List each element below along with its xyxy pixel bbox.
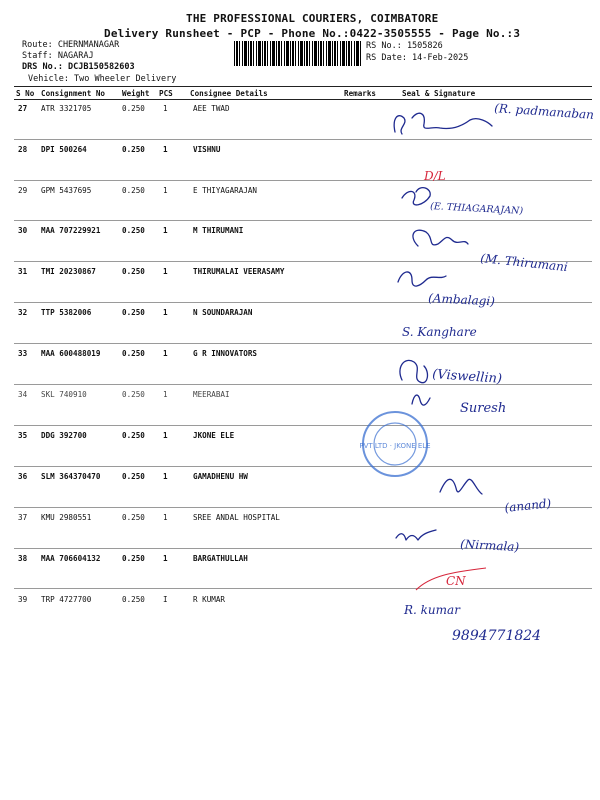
row-weight: 0.250 [122, 349, 145, 358]
runsheet-subtitle: Delivery Runsheet - PCP - Phone No.:0422-3505555 - Page No.:3 [104, 27, 521, 40]
row-consignee: THIRUMALAI VEERASAMY [193, 267, 285, 276]
signature-scribble [394, 113, 492, 134]
row-sno: 37 [18, 513, 28, 522]
row-consignment: MAA 707229921 [41, 226, 101, 235]
signature-scribble [402, 188, 430, 205]
signature-scribble [412, 395, 430, 405]
row-consignment: KMU 2980551 [41, 513, 92, 522]
row-weight: 0.250 [122, 308, 145, 317]
row-consignee: N SOUNDARAJAN [193, 308, 253, 317]
row-consignee: M THIRUMANI [193, 226, 244, 235]
handwritten-name: (M. Thirumani [479, 251, 569, 275]
handwritten-name: Suresh [460, 401, 507, 416]
handwritten-name: R. kumar [404, 603, 460, 617]
col-pcs: PCS [159, 89, 173, 98]
row-sno: 36 [18, 472, 28, 481]
row-weight: 0.250 [122, 390, 145, 399]
rs-number: RS No.: 1505826 [366, 41, 443, 51]
row-consignee: JKONE ELE [193, 431, 235, 440]
row-consignee: SREE ANDAL HOSPITAL [193, 513, 280, 522]
row-consignee: AEE TWAD [193, 104, 230, 113]
row-weight: 0.250 [122, 226, 145, 235]
row-pcs: 1 [163, 349, 168, 358]
row-consignee: R KUMAR [193, 595, 226, 604]
drs-number: DRS No.: DCJB150582603 [22, 62, 135, 72]
row-sno: 31 [18, 267, 28, 276]
row-pcs: 1 [163, 513, 168, 522]
route-label: Route: CHERNMANAGAR [22, 40, 120, 50]
handwritten-name: (Nirmala) [459, 537, 520, 555]
row-sno: 38 [18, 554, 28, 563]
row-sno: 32 [18, 308, 28, 317]
row-sno: 28 [18, 145, 28, 154]
signature-scribble [413, 230, 468, 246]
row-consignee: GAMADHENU HW [193, 472, 248, 481]
row-pcs: 1 [163, 431, 168, 440]
row-consignment: ATR 3321705 [41, 104, 92, 113]
col-sno: S No [16, 89, 35, 98]
row-sno: 39 [18, 595, 28, 604]
col-signature: Seal & Signature [402, 89, 476, 98]
row-pcs: 1 [163, 104, 168, 113]
row-weight: 0.250 [122, 554, 145, 563]
row-consignee: MEERABAI [193, 390, 230, 399]
row-pcs: 1 [163, 472, 168, 481]
vehicle-label: Vehicle: Two Wheeler Delivery [28, 74, 177, 84]
row-consignment: TTP 5382006 [41, 308, 92, 317]
row-consignee: VISHNU [193, 145, 221, 154]
company-stamp [359, 412, 430, 476]
row-consignment: SLM 364370470 [41, 472, 101, 481]
row-consignment: TMI 20230867 [41, 267, 96, 276]
row-weight: 0.250 [122, 595, 145, 604]
row-weight: 0.250 [122, 145, 145, 154]
row-weight: 0.250 [122, 472, 145, 481]
row-sno: 30 [18, 226, 28, 235]
row-sno: 29 [18, 186, 28, 195]
row-consignment: SKL 740910 [41, 390, 87, 399]
row-weight: 0.250 [122, 104, 145, 113]
handwritten-name: S. Kanghare [402, 325, 477, 339]
row-consignment: DPI 500264 [41, 145, 87, 154]
col-weight: Weight [122, 89, 150, 98]
row-consignment: GPM 5437695 [41, 186, 92, 195]
handwritten-name: (Viswellin) [431, 367, 503, 387]
staff-label: Staff: NAGARAJ [22, 51, 94, 61]
row-pcs: 1 [163, 267, 168, 276]
row-weight: 0.250 [122, 267, 145, 276]
cn-mark: CN [446, 574, 466, 588]
delivered-mark: D/L [424, 169, 446, 183]
row-sno: 27 [18, 104, 28, 113]
col-consignee: Consignee Details [190, 89, 268, 98]
handwritten-name: (E. THIAGARAJAN) [429, 201, 524, 217]
signature-scribble [440, 479, 482, 494]
row-sno: 33 [18, 349, 28, 358]
stamp-text: PVT LTD · JKONE ELE [359, 442, 431, 450]
row-pcs: 1 [163, 186, 168, 195]
row-consignment: MAA 600488019 [41, 349, 101, 358]
row-weight: 0.250 [122, 186, 145, 195]
handwritten-name: (R. padmanaban [493, 101, 595, 122]
row-weight: 0.250 [122, 513, 145, 522]
handwritten-phone: 9894771824 [452, 628, 542, 644]
row-consignment: DDG 392700 [41, 431, 87, 440]
row-consignment: TRP 4727700 [41, 595, 92, 604]
signature-scribble [398, 272, 446, 286]
row-pcs: 1 [163, 390, 168, 399]
row-sno: 35 [18, 431, 28, 440]
row-consignee: E THIYAGARAJAN [193, 186, 258, 195]
row-consignee: BARGATHULLAH [193, 554, 248, 563]
row-pcs: 1 [163, 308, 168, 317]
signature-scribble [396, 530, 436, 540]
handwritten-name: (Ambalagi) [427, 291, 496, 309]
row-consignment: MAA 706604132 [41, 554, 101, 563]
row-pcs: 1 [163, 145, 168, 154]
row-consignee: G R INNOVATORS [193, 349, 258, 358]
signature-scribble [400, 360, 428, 382]
handwritten-name: (anand) [503, 496, 552, 515]
row-pcs: 1 [163, 226, 168, 235]
row-weight: 0.250 [122, 431, 145, 440]
rs-date: RS Date: 14-Feb-2025 [366, 53, 469, 63]
col-consignment: Consignment No [41, 89, 106, 98]
row-sno: 34 [18, 390, 28, 399]
company-title: THE PROFESSIONAL COURIERS, COIMBATORE [186, 12, 439, 25]
row-pcs: 1 [163, 554, 168, 563]
col-remarks: Remarks [344, 89, 377, 98]
row-pcs: I [163, 595, 168, 604]
